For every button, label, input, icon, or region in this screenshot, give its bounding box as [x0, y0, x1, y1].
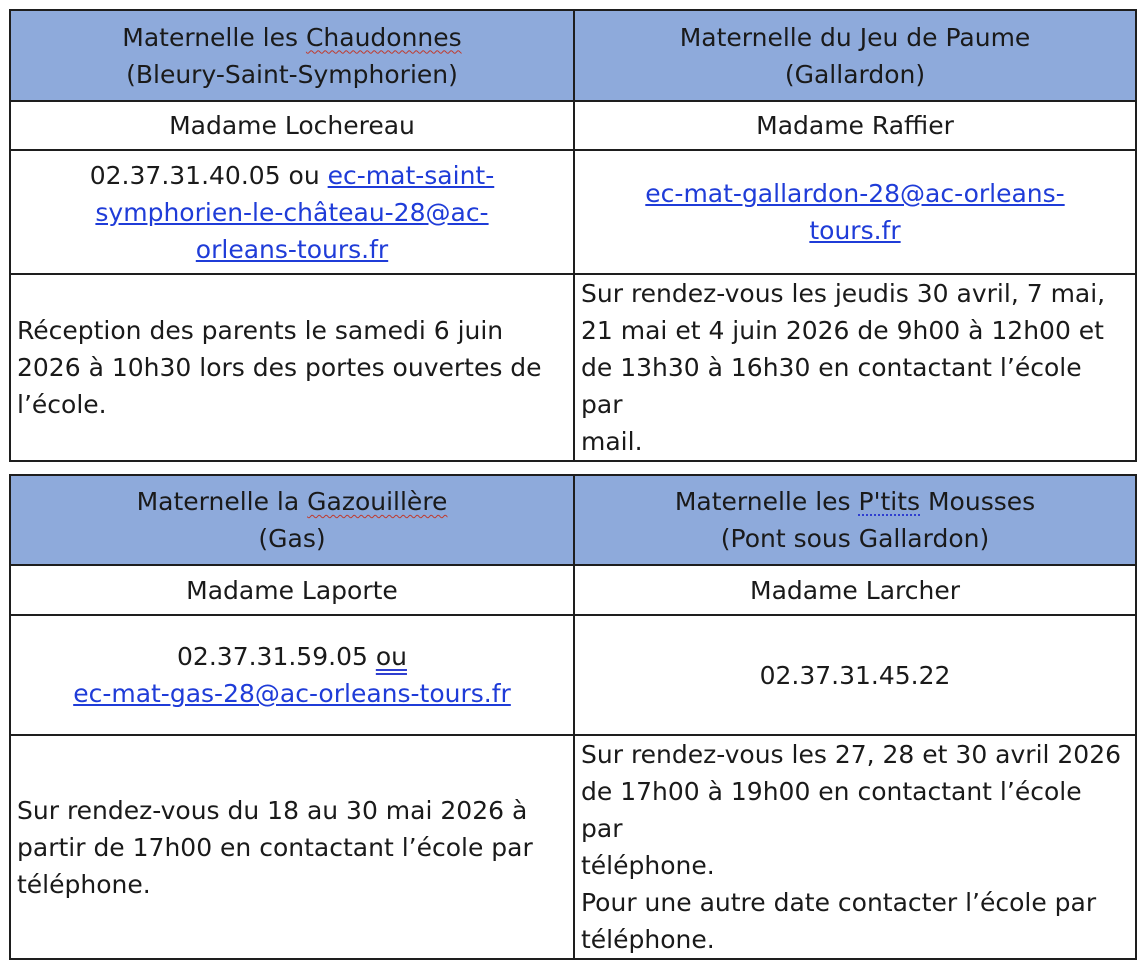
reception-info: Sur rendez-vous les 27, 28 et 30 avril 2026 de 17h00 à 19h00 en contactant l’école par téléphone. Pour une autre date contacter l’école par téléphone.: [574, 735, 1136, 959]
contact-cell: [10, 150, 574, 274]
reception-row: [10, 735, 1136, 959]
reception-info: Sur rendez-vous les jeudis 30 avril, 7 mai, 21 mai et 4 juin 2026 de 9h00 à 12h00 et de 13h30 à 16h30 en contactant l’école par mail.: [574, 274, 1136, 461]
director-row: [10, 101, 1136, 150]
director-row: [10, 565, 1136, 615]
school-name: Maternelle les P'tits Mousses: [674, 487, 1036, 516]
reception-row: [10, 274, 1136, 461]
grammar-check-word: ou: [375, 642, 407, 671]
school-name: Maternelle la Gazouillère: [136, 487, 448, 516]
director-name: Madame Larcher: [574, 565, 1136, 615]
school-name: Maternelle les Chaudonnes: [122, 22, 462, 52]
grammar-check-word: P'tits: [858, 487, 921, 516]
email-link[interactable]: tours.fr: [809, 216, 901, 245]
reception-info: Sur rendez-vous du 18 au 30 mai 2026 à partir de 17h00 en contactant l’école par téléphone.: [10, 735, 574, 959]
school-header-chaudonnes: [10, 10, 574, 101]
contact-row: [10, 615, 1136, 735]
school-name: Maternelle du Jeu de Paume: [679, 22, 1031, 52]
email-link[interactable]: ec-mat-saint-: [327, 160, 495, 190]
school-table-1: [9, 9, 1137, 462]
school-town: (Bleury-Saint-Symphorien): [126, 59, 458, 89]
school-header-jeu-de-paume: [574, 10, 1136, 101]
director-name: Madame Lochereau: [10, 101, 574, 150]
director-name: Madame Laporte: [10, 565, 574, 615]
contact-cell: [10, 615, 574, 735]
email-link[interactable]: orleans-tours.fr: [195, 234, 389, 264]
spellcheck-word: Gazouillère: [307, 487, 448, 516]
email-link[interactable]: ec-mat-gallardon-28@ac-orleans-: [645, 179, 1065, 208]
email-link[interactable]: symphorien-le-château-28@ac-: [95, 197, 489, 227]
spellcheck-word: Chaudonnes: [305, 22, 462, 52]
school-town: (Gallardon): [784, 59, 926, 89]
header-row: [10, 10, 1136, 101]
school-town: (Gas): [258, 524, 326, 553]
phone-number: 02.37.31.40.05 ou: [89, 160, 328, 190]
school-header-ptits-mousses: [574, 475, 1136, 565]
phone-number: 02.37.31.45.22: [574, 615, 1136, 735]
email-link[interactable]: ec-mat-gas-28@ac-orleans-tours.fr: [73, 679, 511, 708]
school-header-gazouillere: [10, 475, 574, 565]
reception-info: Réception des parents le samedi 6 juin 2026 à 10h30 lors des portes ouvertes de l’école.: [10, 274, 574, 461]
contact-cell: [574, 150, 1136, 274]
school-town: (Pont sous Gallardon): [720, 524, 990, 553]
contact-row: [10, 150, 1136, 274]
director-name: Madame Raffier: [574, 101, 1136, 150]
phone-number: 02.37.31.59.05: [177, 642, 376, 671]
school-table-2: [9, 474, 1137, 960]
header-row: [10, 475, 1136, 565]
